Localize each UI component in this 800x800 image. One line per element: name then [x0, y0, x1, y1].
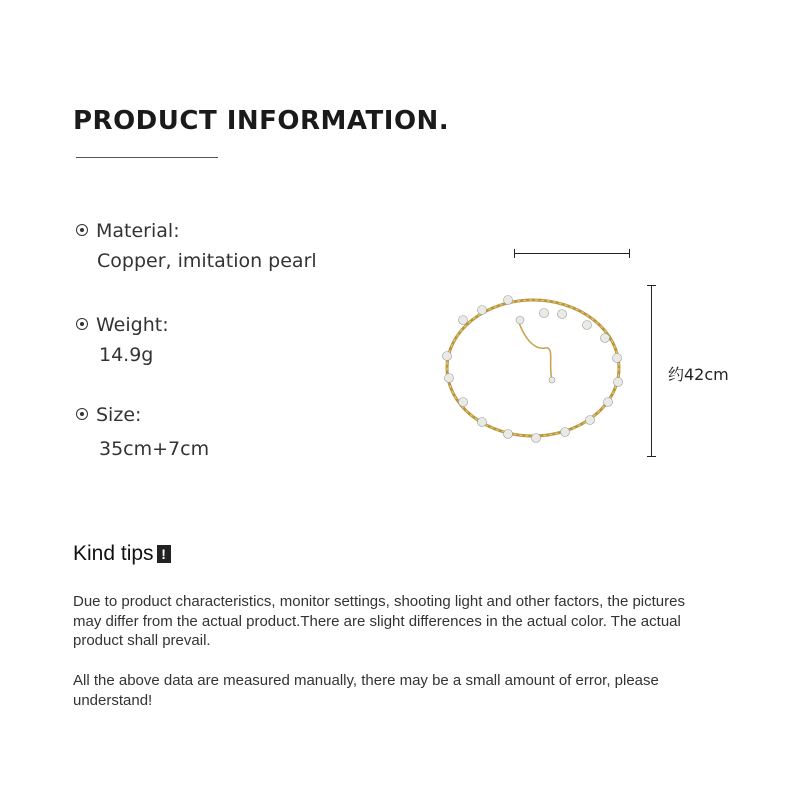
- spec-value: 35cm+7cm: [99, 438, 210, 460]
- exclamation-icon: !: [157, 545, 171, 563]
- page-title: PRODUCT INFORMATION.: [73, 106, 450, 136]
- bullet-icon: [76, 224, 88, 236]
- spec-label: Weight:: [96, 314, 169, 336]
- bullet-icon: [76, 318, 88, 330]
- kind-tips-paragraph-2: All the above data are measured manually, there may be a small amount of error, please understand!: [73, 672, 659, 709]
- height-dimension-label: 约42cm: [668, 365, 729, 384]
- kind-tips-title: Kind tips: [73, 542, 154, 565]
- bullet-icon: [76, 408, 88, 420]
- kind-tips-heading: [73, 542, 171, 566]
- height-dimension-line: [651, 285, 652, 457]
- spec-value: Copper, imitation pearl: [97, 250, 317, 272]
- spec-size: [76, 404, 209, 460]
- spec-weight: [76, 314, 169, 366]
- kind-tips-paragraph-1: Due to product characteristics, monitor settings, shooting light and other factors, the pictures may differ from the actual product.There are slight differences in the actual color. The actual product shall prevail.: [73, 593, 685, 649]
- title-divider: [76, 157, 218, 158]
- necklace-image: [430, 280, 640, 460]
- spec-label: Size:: [96, 404, 142, 426]
- spec-material: [76, 220, 317, 272]
- spec-label: Material:: [96, 220, 180, 242]
- spec-value: 14.9g: [99, 344, 154, 366]
- width-dimension-line: [514, 253, 630, 254]
